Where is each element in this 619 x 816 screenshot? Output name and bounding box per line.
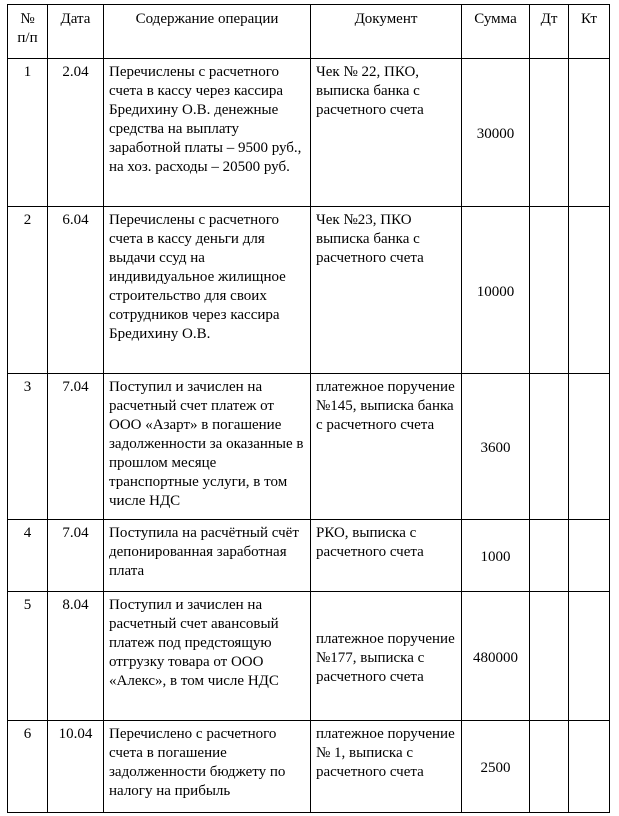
header-date: Дата	[48, 5, 104, 59]
row-num: 5	[8, 592, 48, 721]
row-document: РКО, выписка с расчетного счета	[311, 520, 462, 592]
row-document: платежное поручение №177, выписка с расчетного счета	[311, 592, 462, 721]
row-content: Перечислены с расчетного счета в кассу деньги для выдачи ссуд на индивидуальное жилищное строительство для своих сотрудников через кассира Бредихину О.В.	[104, 207, 311, 374]
row-dt	[530, 721, 569, 813]
header-sum: Сумма	[462, 5, 530, 59]
row-date: 8.04	[48, 592, 104, 721]
row-num: 6	[8, 721, 48, 813]
table-row	[8, 374, 610, 520]
row-kt	[569, 592, 610, 721]
row-dt	[530, 520, 569, 592]
document-page	[7, 4, 610, 813]
row-dt	[530, 59, 569, 207]
row-num: 3	[8, 374, 48, 520]
header-content: Содержание операции	[104, 5, 311, 59]
row-sum: 2500	[462, 721, 530, 813]
row-num: 4	[8, 520, 48, 592]
row-date: 6.04	[48, 207, 104, 374]
row-content: Перечислено с расчетного счета в погашение задолженности бюджету по налогу на прибыль	[104, 721, 311, 813]
row-kt	[569, 520, 610, 592]
row-kt	[569, 59, 610, 207]
table-header-row	[8, 5, 610, 59]
row-content: Перечислены с расчетного счета в кассу через кассира Бредихину О.В. денежные средства на выплату заработной платы – 9500 руб., на хоз. расходы – 20500 руб.	[104, 59, 311, 207]
row-dt	[530, 374, 569, 520]
header-dt: Дт	[530, 5, 569, 59]
row-kt	[569, 207, 610, 374]
row-date: 10.04	[48, 721, 104, 813]
row-num: 2	[8, 207, 48, 374]
row-sum: 3600	[462, 374, 530, 520]
table-row	[8, 59, 610, 207]
table-row	[8, 207, 610, 374]
table-row	[8, 520, 610, 592]
row-date: 7.04	[48, 374, 104, 520]
row-document: Чек № 22, ПКО, выписка банка с расчетного счета	[311, 59, 462, 207]
row-date: 7.04	[48, 520, 104, 592]
row-content: Поступил и зачислен на расчетный счет авансовый платеж под предстоящую отгрузку товара от ООО «Алекс», в том числе НДС	[104, 592, 311, 721]
row-document: платежное поручение № 1, выписка с расчетного счета	[311, 721, 462, 813]
header-document: Документ	[311, 5, 462, 59]
table-row	[8, 592, 610, 721]
row-sum: 480000	[462, 592, 530, 721]
operations-table	[7, 4, 610, 813]
row-document: платежное поручение №145, выписка банка с расчетного счета	[311, 374, 462, 520]
row-dt	[530, 207, 569, 374]
row-dt	[530, 592, 569, 721]
row-sum: 1000	[462, 520, 530, 592]
header-kt: Кт	[569, 5, 610, 59]
row-kt	[569, 721, 610, 813]
row-sum: 30000	[462, 59, 530, 207]
row-content: Поступила на расчётный счёт депонированная заработная плата	[104, 520, 311, 592]
table-row	[8, 721, 610, 813]
row-document: Чек №23, ПКО выписка банка с расчетного счета	[311, 207, 462, 374]
row-kt	[569, 374, 610, 520]
row-content: Поступил и зачислен на расчетный счет платеж от ООО «Азарт» в погашение задолженности за оказанные в прошлом месяце транспортные услуги, в том числе НДС	[104, 374, 311, 520]
row-num: 1	[8, 59, 48, 207]
row-sum: 10000	[462, 207, 530, 374]
header-num: № п/п	[8, 5, 48, 59]
row-date: 2.04	[48, 59, 104, 207]
